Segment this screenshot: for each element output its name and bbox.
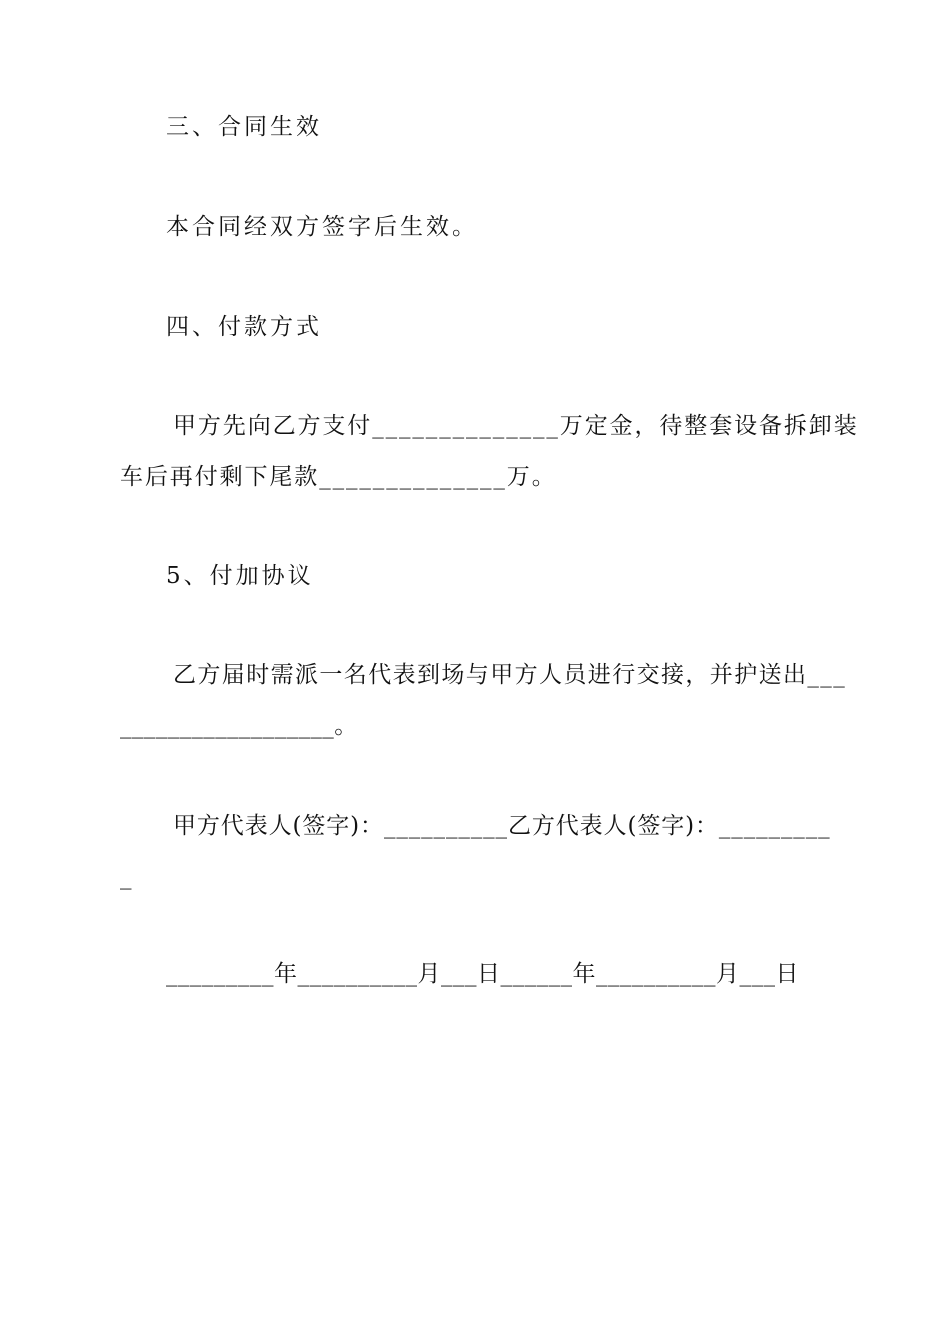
section3-body: 本合同经双方签字后生效。 (166, 214, 478, 240)
section3-heading: 三、合同生效 (166, 114, 322, 140)
signature-line-continuation: _ (120, 864, 135, 890)
signature-line: 甲方代表人(签字)：__________乙方代表人(签字)：_________ (173, 813, 831, 839)
date-line: _________年__________月___日______年__________月___日 (166, 961, 799, 987)
section4-body-line1: 甲方先向乙方支付______________万定金，待整套设备拆卸装 (173, 413, 859, 439)
section5-heading: 5、付加协议 (166, 563, 314, 589)
section4-heading: 四、付款方式 (166, 314, 322, 340)
section5-body-line2: __________________。 (120, 713, 358, 739)
section4-body-line2: 车后再付剩下尾款______________万。 (120, 464, 557, 490)
section5-body-line1: 乙方届时需派一名代表到场与甲方人员进行交接，并护送出___ (173, 662, 847, 688)
